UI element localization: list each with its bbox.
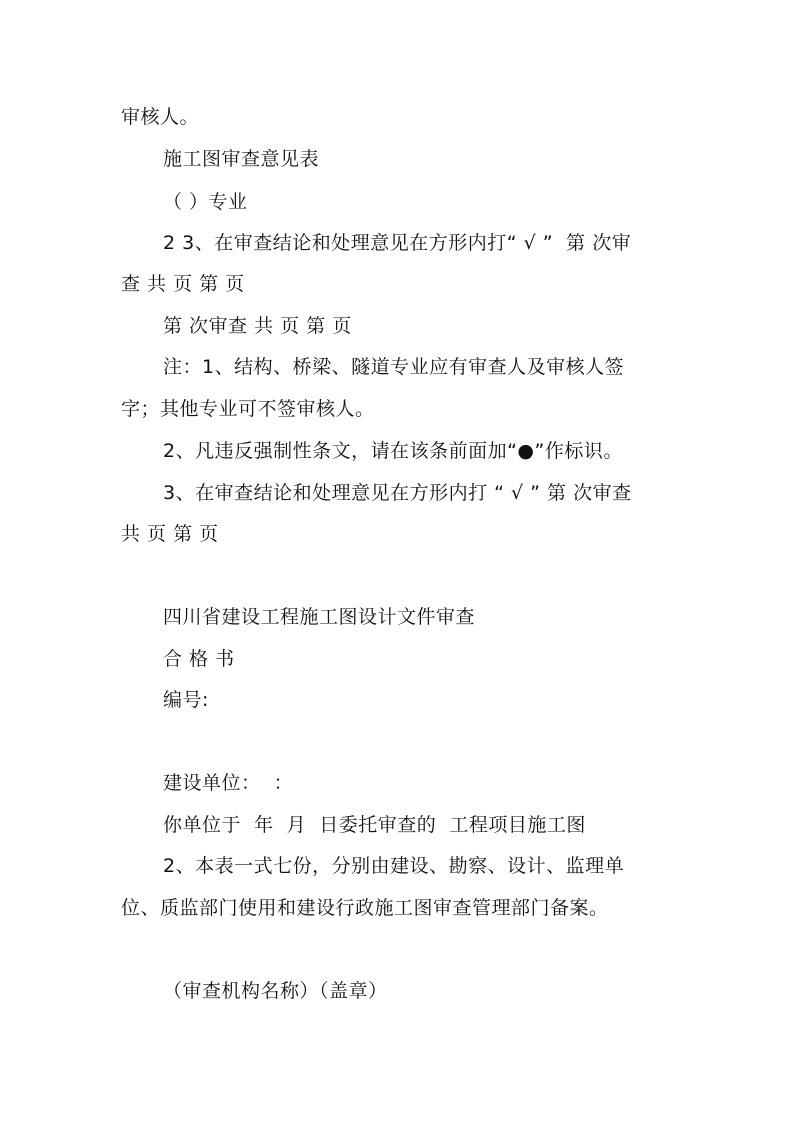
form-title-review-opinion: 施工图审查意见表 [163,148,320,170]
construction-unit-label: 建设单位： ： [163,772,294,794]
text-line-reviewer-end: 审核人。 [121,106,200,128]
note-item-1: 注：1、结构、桥梁、隧道专业应有审查人及审核人签 [163,356,625,378]
distribution-note-continued: 位、质监部门使用和建设行政施工图审查管理部门备案。 [121,897,609,919]
note-item-2-3-continued: 查 共 页 第 页 [121,273,245,295]
certificate-subheading: 合 格 书 [163,648,235,670]
note-item-2-3: 2 3、在审查结论和处理意见在方形内打“ √ ” 第 次审 [163,232,632,254]
note-item-1-continued: 字；其他专业可不签审核人。 [121,398,375,420]
note-item-3-continued: 共 页 第 页 [121,523,219,545]
note-item-2: 2、凡违反强制性条文，请在该条前面加“●”作标识。 [163,440,623,462]
entrustment-statement: 你单位于 年 月 日委托审查的 工程项目施工图 [163,814,586,836]
certificate-number-label: 编号: [163,689,209,711]
discipline-line: （ ）专业 [163,191,248,213]
note-item-3: 3、在审查结论和处理意见在方形内打 “ √ ” 第 次审查 [163,482,632,504]
review-agency-seal-line: （审查机构名称）（盖章） [163,980,388,1002]
certificate-heading: 四川省建设工程施工图设计文件审查 [163,606,476,628]
distribution-note: 2、本表一式七份，分别由建设、勘察、设计、监理单 [163,855,625,877]
review-count-line: 第 次审查 共 页 第 页 [163,315,352,337]
